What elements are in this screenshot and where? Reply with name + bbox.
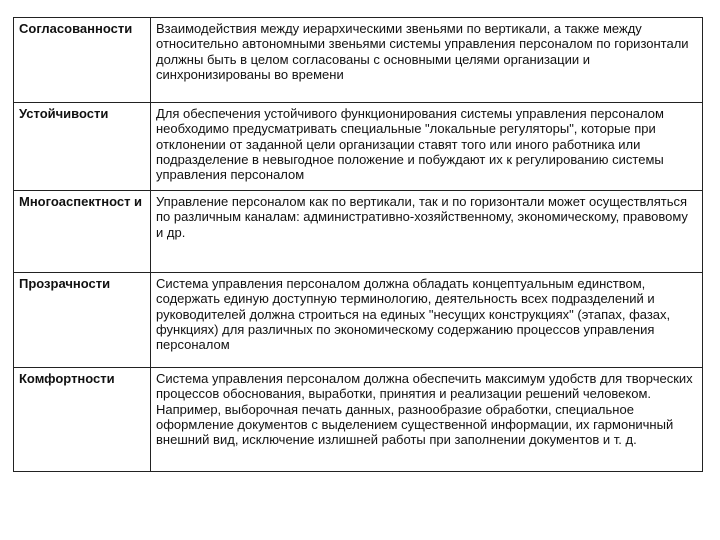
principle-term: Согласованности <box>14 18 151 103</box>
table-row <box>14 103 703 191</box>
principle-description: Система управления персоналом должна обладать концептуальным единством, содержать единую доступную терминологию, деятельность всех подразделений и руководителей должна строиться на единых "несущих конструкциях" (этапах, фазах, функциях) для различных по экономическому содержанию процессов управления персоналом <box>151 273 703 368</box>
table-row <box>14 273 703 368</box>
table-row <box>14 368 703 472</box>
principle-term: Устойчивости <box>14 103 151 191</box>
principle-term: Прозрачности <box>14 273 151 368</box>
principles-table <box>13 17 703 472</box>
principle-description: Для обеспечения устойчивого функционирования системы управления персоналом необходимо предусматривать специальные "локальные регуляторы", которые при отклонении от заданной цели организации ставят того или иного работника или подразделение в невыгодное положение и побуждают их к регулированию системы управления персоналом <box>151 103 703 191</box>
table-row <box>14 18 703 103</box>
table-row <box>14 191 703 273</box>
principle-description: Управление персоналом как по вертикали, так и по горизонтали может осуществляться по различным каналам: административно-хозяйственному, экономическому, правовому и др. <box>151 191 703 273</box>
principle-term: Многоаспектност и <box>14 191 151 273</box>
principle-term: Комфортности <box>14 368 151 472</box>
principle-description: Взаимодействия между иерархическими звеньями по вертикали, а также между относительно автономными звеньями системы управления персоналом по горизонтали должны быть в целом согласованы с основными целями организации и синхронизированы во времени <box>151 18 703 103</box>
principle-description: Система управления персоналом должна обеспечить максимум удобств для творческих процессов обоснования, выработки, принятия и реализации решений человеком. Например, выборочная печать данных, разнообразие обработки, специальное оформление документов с выделением существенной информации, их гармоничный внешний вид, исключение излишней работы при заполнении документов и т. д. <box>151 368 703 472</box>
